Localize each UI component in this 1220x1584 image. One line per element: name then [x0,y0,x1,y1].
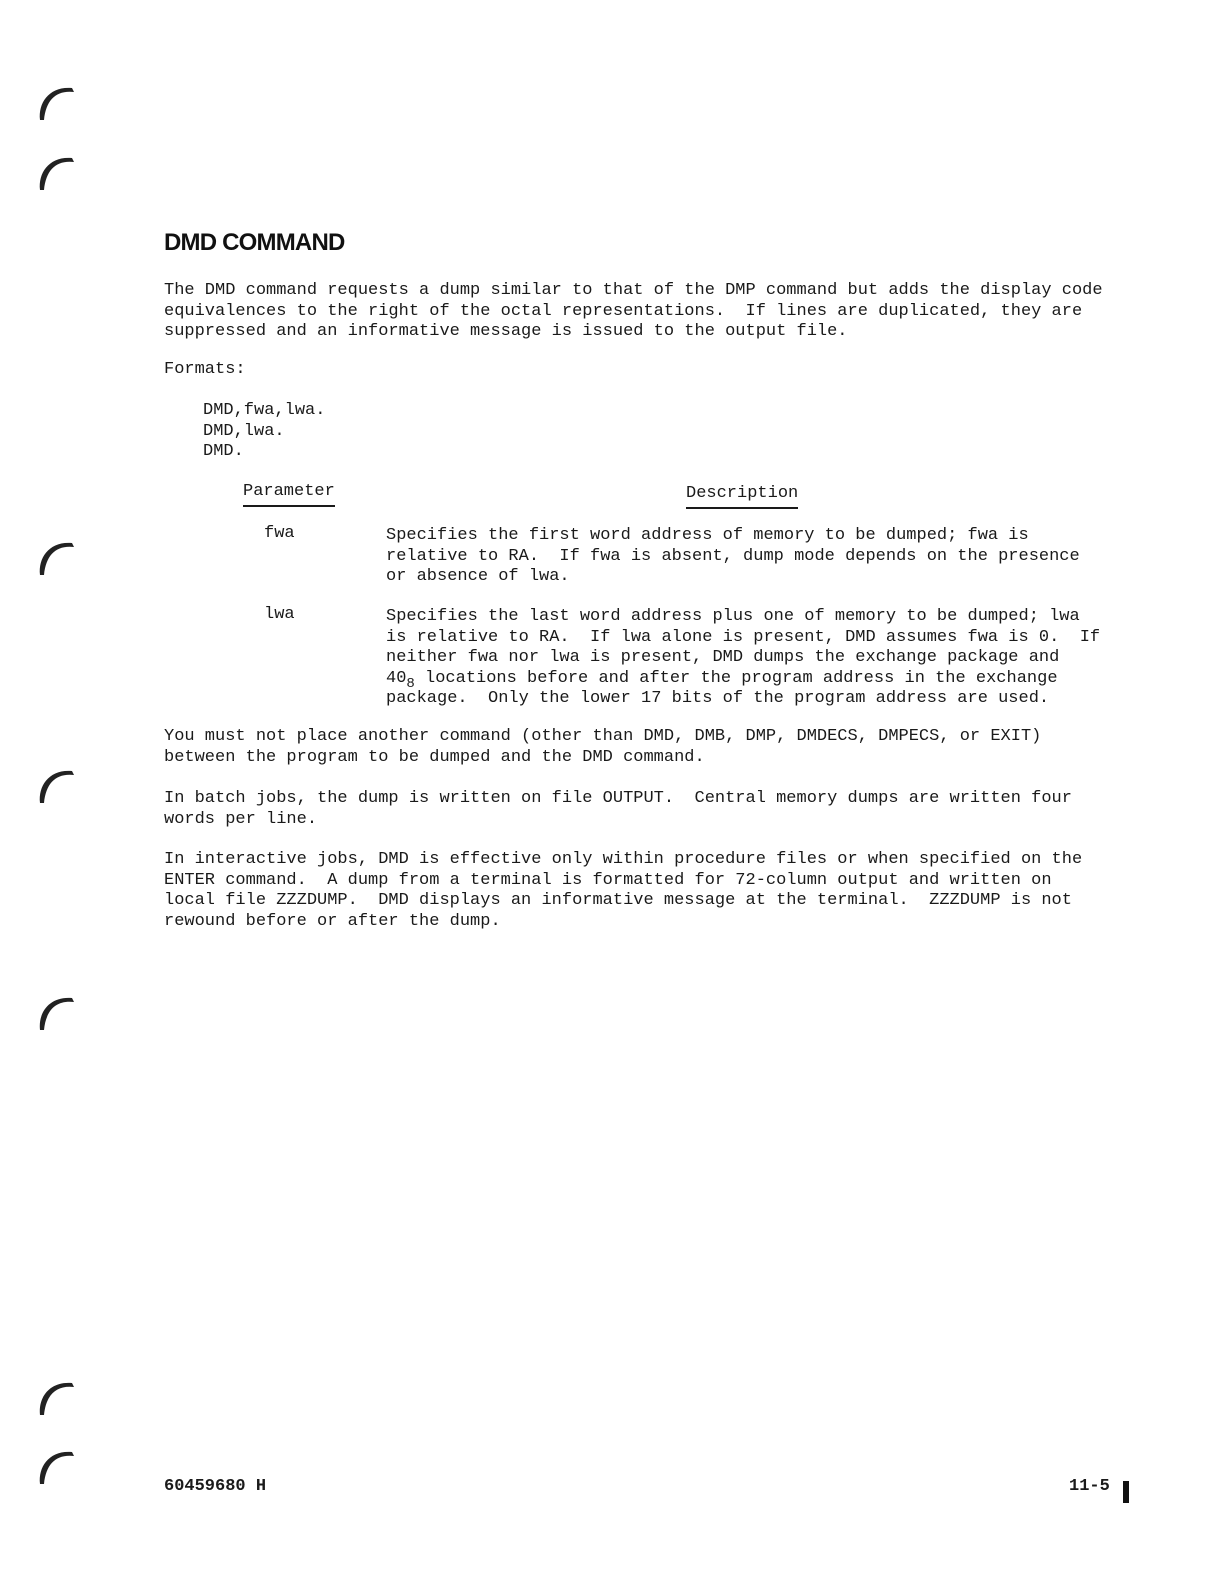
punch-hole-mark [34,535,82,579]
text-line: In batch jobs, the dump is written on file OUTPUT. Central memory dumps are written four [164,789,1072,808]
text-line-with-subscript [386,669,1106,690]
punch-hole-mark [34,150,82,194]
formats-label: Formats: [164,360,246,379]
parameter-name: fwa [264,524,295,543]
text-line: neither fwa nor lwa is present, DMD dumps the exchange package and [386,648,1060,667]
text-line: ENTER command. A dump from a terminal is formatted for 72-column output and written on [164,870,1052,890]
text-line: Specifies the first word address of memory to be dumped; fwa is [386,526,1029,545]
change-bar [1123,1481,1129,1503]
text-line: local file ZZZDUMP. DMD displays an informative message at the terminal. ZZZDUMP is not [164,891,1072,910]
punch-hole-mark [34,1375,82,1419]
batch-jobs-paragraph [164,789,1124,830]
text-line: is relative to RA. If lwa alone is present, DMD assumes fwa is 0. If [386,627,1101,647]
intro-paragraph [164,281,1124,343]
octal-subscript: 8 [406,675,415,692]
page-number: 11-5 [1069,1477,1110,1496]
document-number: 60459680 H [164,1477,267,1496]
parameter-column-header: Parameter [243,482,335,507]
punch-hole-mark [34,990,82,1034]
command-placement-paragraph [164,727,1124,768]
text-line: The DMD command requests a dump similar to that of the DMP command but adds the display code [164,281,1103,300]
text-line: package. Only the lower 17 bits of the program address are used. [386,689,1050,708]
format-line: DMD,fwa,lwa. [203,401,326,420]
text-line: words per line. [164,809,318,829]
text-line: rewound before or after the dump. [164,911,501,931]
text-line: Specifies the last word address plus one of memory to be dumped; lwa [386,607,1080,626]
text-line: suppressed and an informative message is issued to the output file. [164,322,848,341]
description-column-header: Description [686,484,798,509]
punch-hole-mark [34,763,82,807]
punch-hole-mark [34,1444,82,1488]
text-line: equivalences to the right of the octal representations. If lines are duplicated, they are [164,301,1083,321]
section-heading: DMD COMMAND [164,229,345,256]
octal-value: 40 [386,668,407,688]
punch-hole-mark [34,80,82,124]
text-line: between the program to be dumped and the DMD command. [164,747,705,767]
text-line: You must not place another command (other than DMD, DMB, DMP, DMDECS, DMPECS, or EXIT) [164,727,1042,746]
format-line: DMD,lwa. [203,422,285,441]
text-line: In interactive jobs, DMD is effective only within procedure files or when specified on the [164,850,1083,869]
interactive-jobs-paragraph [164,850,1124,932]
text-fragment: locations before and after the program address in the exchange [414,668,1058,688]
text-line: or absence of lwa. [386,567,570,586]
parameter-description [386,607,1106,710]
parameter-name: lwa [264,605,295,624]
text-line: relative to RA. If fwa is absent, dump mode depends on the presence [386,546,1080,566]
format-line: DMD. [203,442,244,461]
parameter-description [386,526,1106,588]
